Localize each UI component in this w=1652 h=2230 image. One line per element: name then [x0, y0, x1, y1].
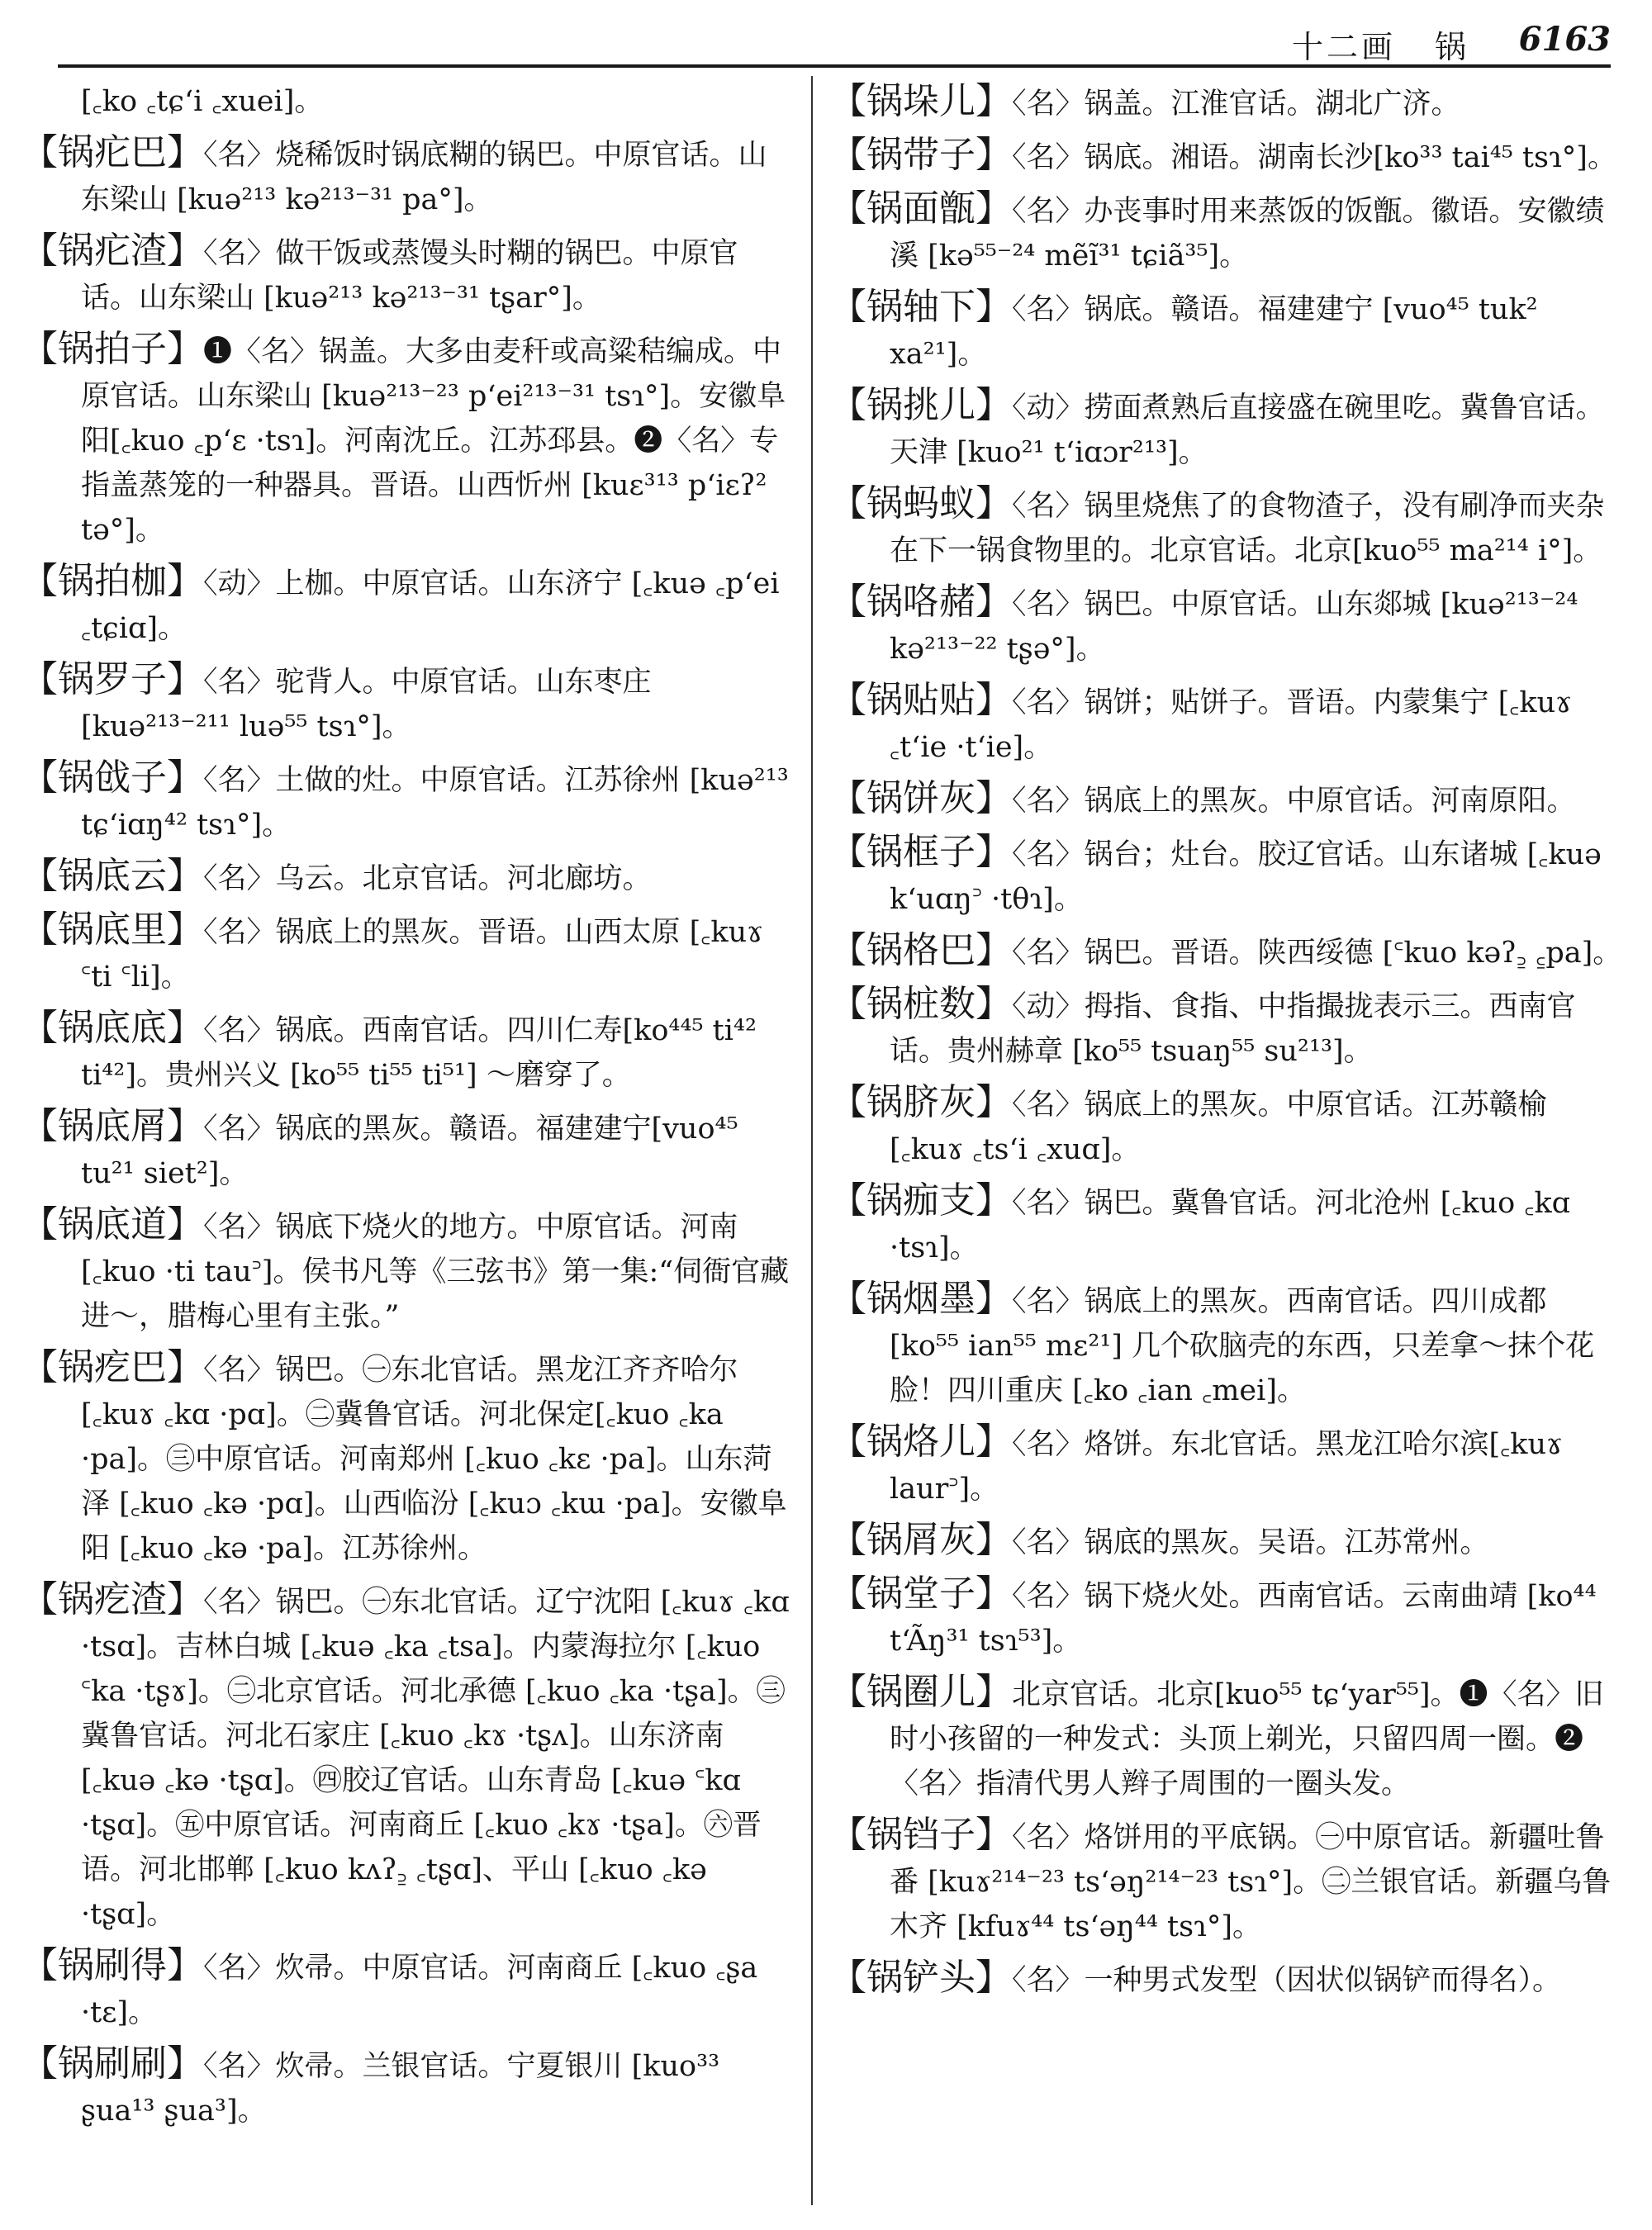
entry-definition: ❶〈名〉锅盖。大多由麦秆或高粱秸编成。中原官话。山东梁山 [kuə²¹³⁻²³ pʻei²¹³⁻³¹ tsɿ°]。安徽阜阳[꜀kuo ꜀pʻɛ ·tsɿ]。河南沈丘。江苏邳县。❷〈名〉专指盖蒸笼的一种器具。晋语。山西忻州 [kuɛ³¹³ pʻiɛʔ² tə°]。 [81, 335, 786, 547]
entry-definition: 〈名〉锅盖。江淮官话。湖北广济。 [1012, 88, 1460, 121]
entry-headword: 【锅疙巴】 [21, 1346, 203, 1388]
entry-definition: 〈名〉烙饼用的平底锅。㊀中原官话。新疆吐鲁番 [kuɤ²¹⁴⁻²³ tsʻəŋ²¹⁴⁻²³ tsɿ°]。㊁兰银官话。新疆乌鲁木齐 [kfuɤ⁴⁴ tsʻəŋ⁴⁴ tsɿ°]。 [890, 1821, 1612, 1943]
dictionary-entry [21, 1104, 794, 1196]
dictionary-entry [830, 1956, 1623, 2003]
entry-definition: 〈名〉锅巴。晋语。陕西绥德 [꜂kuo kəʔ꜇ ꜁pa]。 [1012, 937, 1622, 970]
left-column [21, 79, 794, 2197]
entry-definition: 〈名〉锅底。赣语。福建建宁 [vuo⁴⁵ tuk² xa²¹]。 [890, 293, 1538, 371]
dictionary-entry [830, 79, 1623, 126]
entry-definition: 〈名〉锅底下烧火的地方。中原官话。河南 [꜀kuo ·ti tau꜄]。侯书凡等《三弦书》第一集:“伺衙官藏进～，腊梅心里有主张。” [81, 1211, 790, 1333]
dictionary-entry [830, 928, 1623, 975]
entry-definition: 〈名〉锅底上的黑灰。晋语。山西太原 [꜀kuɤ ꜂ti ꜂li]。 [81, 916, 763, 994]
entry-headword: 【锅罗子】 [21, 658, 203, 700]
entry-definition: 〈动〉拇指、食指、中指撮拢表示三。西南官话。贵州赫章 [ko⁵⁵ tsuaŋ⁵⁵ su²¹³]。 [890, 990, 1576, 1068]
entry-definition: 〈名〉锅底上的黑灰。中原官话。河南原阳。 [1012, 785, 1576, 818]
entry-headword: 【锅疕巴】 [21, 131, 203, 173]
entry-definition: 〈名〉锅底的黑灰。赣语。福建建宁[vuo⁴⁵ tu²¹ siet²]。 [81, 1113, 738, 1190]
entry-definition: 〈名〉锅里烧焦了的食物渣子，没有刷净而夹杂在下一锅食物里的。北京官话。北京[kuo⁵⁵ ma²¹⁴ i°]。 [890, 490, 1605, 567]
entry-headword: 【锅挑儿】 [830, 384, 1012, 426]
entry-headword: 【锅底屑】 [21, 1105, 203, 1147]
entry-headword: 【锅堂子】 [830, 1573, 1012, 1615]
entry-headword: 【锅烙儿】 [830, 1421, 1012, 1463]
column-divider [811, 76, 813, 2205]
dictionary-entry [830, 383, 1623, 475]
dictionary-entry [21, 1203, 794, 1339]
page-number: 6163 [1518, 20, 1611, 59]
entry-headword: 【锅底云】 [21, 855, 203, 897]
header-rule [58, 64, 1611, 68]
entry-headword: 【锅底底】 [21, 1007, 203, 1049]
entry-definition: 〈动〉上枷。中原官话。山东济宁 [꜀kuə ꜀pʻei ꜀tɕiɑ]。 [81, 567, 780, 645]
entry-headword: 【锅戗子】 [21, 757, 203, 799]
dictionary-entry [830, 1080, 1623, 1172]
dictionary-entry [830, 1277, 1623, 1413]
dictionary-entry [21, 2042, 794, 2133]
entry-definition: 〈名〉锅底的黑灰。吴语。江苏常州。 [1012, 1526, 1489, 1559]
dictionary-entry [830, 580, 1623, 671]
entry-headword: 【锅咯赭】 [830, 581, 1012, 623]
dictionary-entry [830, 1572, 1623, 1663]
entry-headword: 【锅格巴】 [830, 929, 1012, 971]
dictionary-entry [21, 559, 794, 651]
dictionary-entry [21, 1006, 794, 1098]
page-header [58, 18, 1611, 68]
entry-definition: 〈名〉锅下烧火处。西南官话。云南曲靖 [ko⁴⁴ tʻÃŋ³¹ tsɿ⁵³]。 [890, 1580, 1597, 1658]
dictionary-entry [830, 482, 1623, 573]
index-character: 锅 [1434, 29, 1466, 65]
entry-headword: 【锅铛子】 [830, 1814, 1012, 1856]
entry-definition: 〈名〉锅巴。冀鲁官话。河北沧州 [꜀kuo ꜀kɑ ·tsɿ]。 [890, 1187, 1571, 1264]
entry-definition: 〈名〉办丧事时用来蒸饭的饭甑。徽语。安徽绩溪 [kə⁵⁵⁻²⁴ mẽĩ³¹ tɕiã³⁵]。 [890, 195, 1605, 273]
dictionary-entry [21, 854, 794, 901]
entry-headword: 【锅刷刷】 [21, 2043, 203, 2085]
entry-definition: 北京官话。北京[kuo⁵⁵ tɕʻyar⁵⁵]。❶〈名〉旧时小孩留的一种发式：头顶上剃光，只留四周一圈。❷〈名〉指清代男人辫子周围的一圈头发。 [890, 1678, 1604, 1801]
entry-headword: 【锅框子】 [830, 831, 1012, 873]
entry-headword: 【锅疙渣】 [21, 1578, 203, 1620]
entry-headword: 【锅拍枷】 [21, 560, 203, 602]
dictionary-entry [830, 1813, 1623, 1949]
entry-definition: 〈名〉做干饭或蒸馒头时糊的锅巴。中原官话。山东梁山 [kuə²¹³ kə²¹³⁻³¹ tʂar°]。 [81, 237, 738, 315]
entry-definition: 〈名〉烧稀饭时锅底糊的锅巴。中原官话。山东梁山 [kuə²¹³ kə²¹³⁻³¹ pa°]。 [81, 139, 767, 216]
dictionary-entry [21, 908, 794, 999]
dictionary-entry [21, 327, 794, 553]
entry-headword: 【锅底道】 [21, 1203, 203, 1245]
dictionary-entry [830, 1518, 1623, 1565]
right-column [830, 79, 1623, 2197]
entry-headword: 【锅垛儿】 [830, 80, 1012, 122]
entry-headword: 【锅拍子】 [21, 328, 203, 370]
entry-headword: 【锅圈儿】 [830, 1671, 1012, 1713]
entry-definition: 〈名〉烙饼。东北官话。黑龙江哈尔滨[꜀kuɤ laur꜄]。 [890, 1428, 1563, 1506]
dictionary-entry [830, 1420, 1623, 1511]
entry-definition: 〈名〉锅底上的黑灰。西南官话。四川成都 [ko⁵⁵ ian⁵⁵ mɛ²¹] 几个砍脑壳的东西，只差拿～抹个花脸！四川重庆 [꜀ko ꜀ian ꜀mei]。 [890, 1285, 1595, 1407]
entry-definition: 〈名〉锅巴。㊀东北官话。黑龙江齐齐哈尔 [꜀kuɤ ꜀kɑ ·pɑ]。㊁冀鲁官话。河北保定[꜀kuo ꜀ka ·pa]。㊂中原官话。河南郑州 [꜀kuo ꜀kɛ ·pa]。山东菏泽 [꜀kuo ꜀kə ·pɑ]。山西临汾 [꜀kuɔ ꜀kɯ ·pa]。安徽阜阳 [꜀kuo ꜀kə ·pa]。江苏徐州。 [81, 1354, 787, 1565]
entry-definition: 〈名〉锅饼；贴饼子。晋语。内蒙集宁 [꜀kuɤ ꜀tʻie ·tʻie]。 [890, 686, 1572, 764]
entry-definition: 〈名〉锅巴。㊀东北官话。辽宁沈阳 [꜀kuɤ ꜀kɑ ·tsɑ]。吉林白城 [꜀kuə ꜀ka ꜀tsa]。内蒙海拉尔 [꜀kuo ꜂ka ·tʂɤ]。㊁北京官话。河北承德 [꜀kuo ꜀ka ·tʂa]。㊂冀鲁官话。河北石家庄 [꜀kuo ꜀kɤ ·tʂʌ]。山东济南 [꜀kuə ꜀kə ·tʂɑ]。㊃胶辽官话。山东青岛 [꜀kuə ꜂kɑ ·tʂɑ]。㊄中原官话。河南商丘 [꜀kuo ꜀kɤ ·tʂa]。㊅晋语。河北邯郸 [꜀kuo kʌʔ꜇ ꜀tʂɑ]、平山 [꜀kuo ꜀kə ·tʂɑ]。 [81, 1586, 790, 1931]
entry-definition: 〈名〉锅底上的黑灰。中原官话。江苏赣榆 [꜀kuɤ ꜀tsʻi ꜀xuɑ]。 [890, 1089, 1547, 1166]
entry-headword: 【锅屑灰】 [830, 1519, 1012, 1561]
dictionary-entry [830, 830, 1623, 922]
section-label: 十二画 [1291, 29, 1396, 65]
entry-definition: 〈动〉捞面煮熟后直接盛在碗里吃。冀鲁官话。天津 [kuo²¹ tʻiɑɔr²¹³]。 [890, 391, 1605, 469]
entry-definition: 〈名〉锅底。西南官话。四川仁寿[ko⁴⁴⁵ ti⁴² ti⁴²]。贵州兴义 [ko⁵⁵ ti⁵⁵ ti⁵¹] ～磨穿了。 [81, 1014, 757, 1092]
entry-headword: 【锅桩数】 [830, 983, 1012, 1025]
entry-headword: 【锅面甑】 [830, 187, 1012, 230]
entry-definition: 〈名〉一种男式发型（因状似锅铲而得名）。 [1012, 1964, 1562, 1997]
dictionary-entry [21, 79, 794, 124]
entry-definition: 〈名〉锅台；灶台。胶辽官话。山东诸城 [꜀kuə kʻuɑŋ꜄ ·tθɿ]。 [890, 838, 1602, 916]
entry-headword: 【锅饼灰】 [830, 777, 1012, 819]
dictionary-entry [21, 1943, 794, 2035]
entry-headword: 【锅疕渣】 [21, 230, 203, 272]
entry-headword: 【锅烟墨】 [830, 1278, 1012, 1320]
dictionary-entry [830, 982, 1623, 1074]
dictionary-entry [21, 1578, 794, 1937]
dictionary-entry [830, 1179, 1623, 1270]
entry-headword: 【锅蚂蚁】 [830, 482, 1012, 524]
dictionary-entry [830, 678, 1623, 770]
dictionary-entry [21, 229, 794, 320]
entry-headword: 【锅铲头】 [830, 1957, 1012, 1999]
entry-definition: 〈名〉炊帚。中原官话。河南商丘 [꜀kuo ꜀ʂa ·tɛ]。 [81, 1952, 758, 2029]
entry-definition: 〈名〉炊帚。兰银官话。宁夏银川 [kuo³³ ʂua¹³ ʂua³]。 [81, 2050, 720, 2128]
entry-headword: 【锅贴贴】 [830, 679, 1012, 721]
entry-definition: 〈名〉乌云。北京官话。河北廊坊。 [203, 862, 652, 895]
dictionary-entry [830, 776, 1623, 823]
entry-headword: 【锅带子】 [830, 134, 1012, 176]
entry-definition: 〈名〉锅底。湘语。湖南长沙[ko³³ tai⁴⁵ tsɿ°]。 [1012, 141, 1616, 174]
entry-headword: 【锅痂支】 [830, 1179, 1012, 1222]
entry-headword: 【锅底里】 [21, 909, 203, 951]
entry-definition: 〈名〉土做的灶。中原官话。江苏徐州 [kuə²¹³ tɕʻiɑŋ⁴² tsɿ°]。 [81, 764, 789, 842]
entry-headword: 【锅脐灰】 [830, 1081, 1012, 1123]
dictionary-entry [21, 756, 794, 847]
entry-headword: 【锅刷得】 [21, 1944, 203, 1986]
dictionary-entry [830, 285, 1623, 377]
entry-definition: 〈名〉锅巴。中原官话。山东郯城 [kuə²¹³⁻²⁴ kə²¹³⁻²² tʂə°]。 [890, 588, 1578, 666]
entry-definition: [꜀ko ꜀tɕʻi ꜀xuei]。 [81, 85, 324, 118]
dictionary-entry [21, 657, 794, 749]
entry-headword: 【锅轴下】 [830, 286, 1012, 328]
entry-definition: 〈名〉驼背人。中原官话。山东枣庄 [kuə²¹³⁻²¹¹ luə⁵⁵ tsɿ°]。 [81, 666, 652, 743]
dictionary-entry [830, 133, 1623, 180]
dictionary-entry [21, 1345, 794, 1571]
dictionary-entry [21, 130, 794, 222]
dictionary-entry [830, 187, 1623, 278]
dictionary-entry [830, 1670, 1623, 1806]
